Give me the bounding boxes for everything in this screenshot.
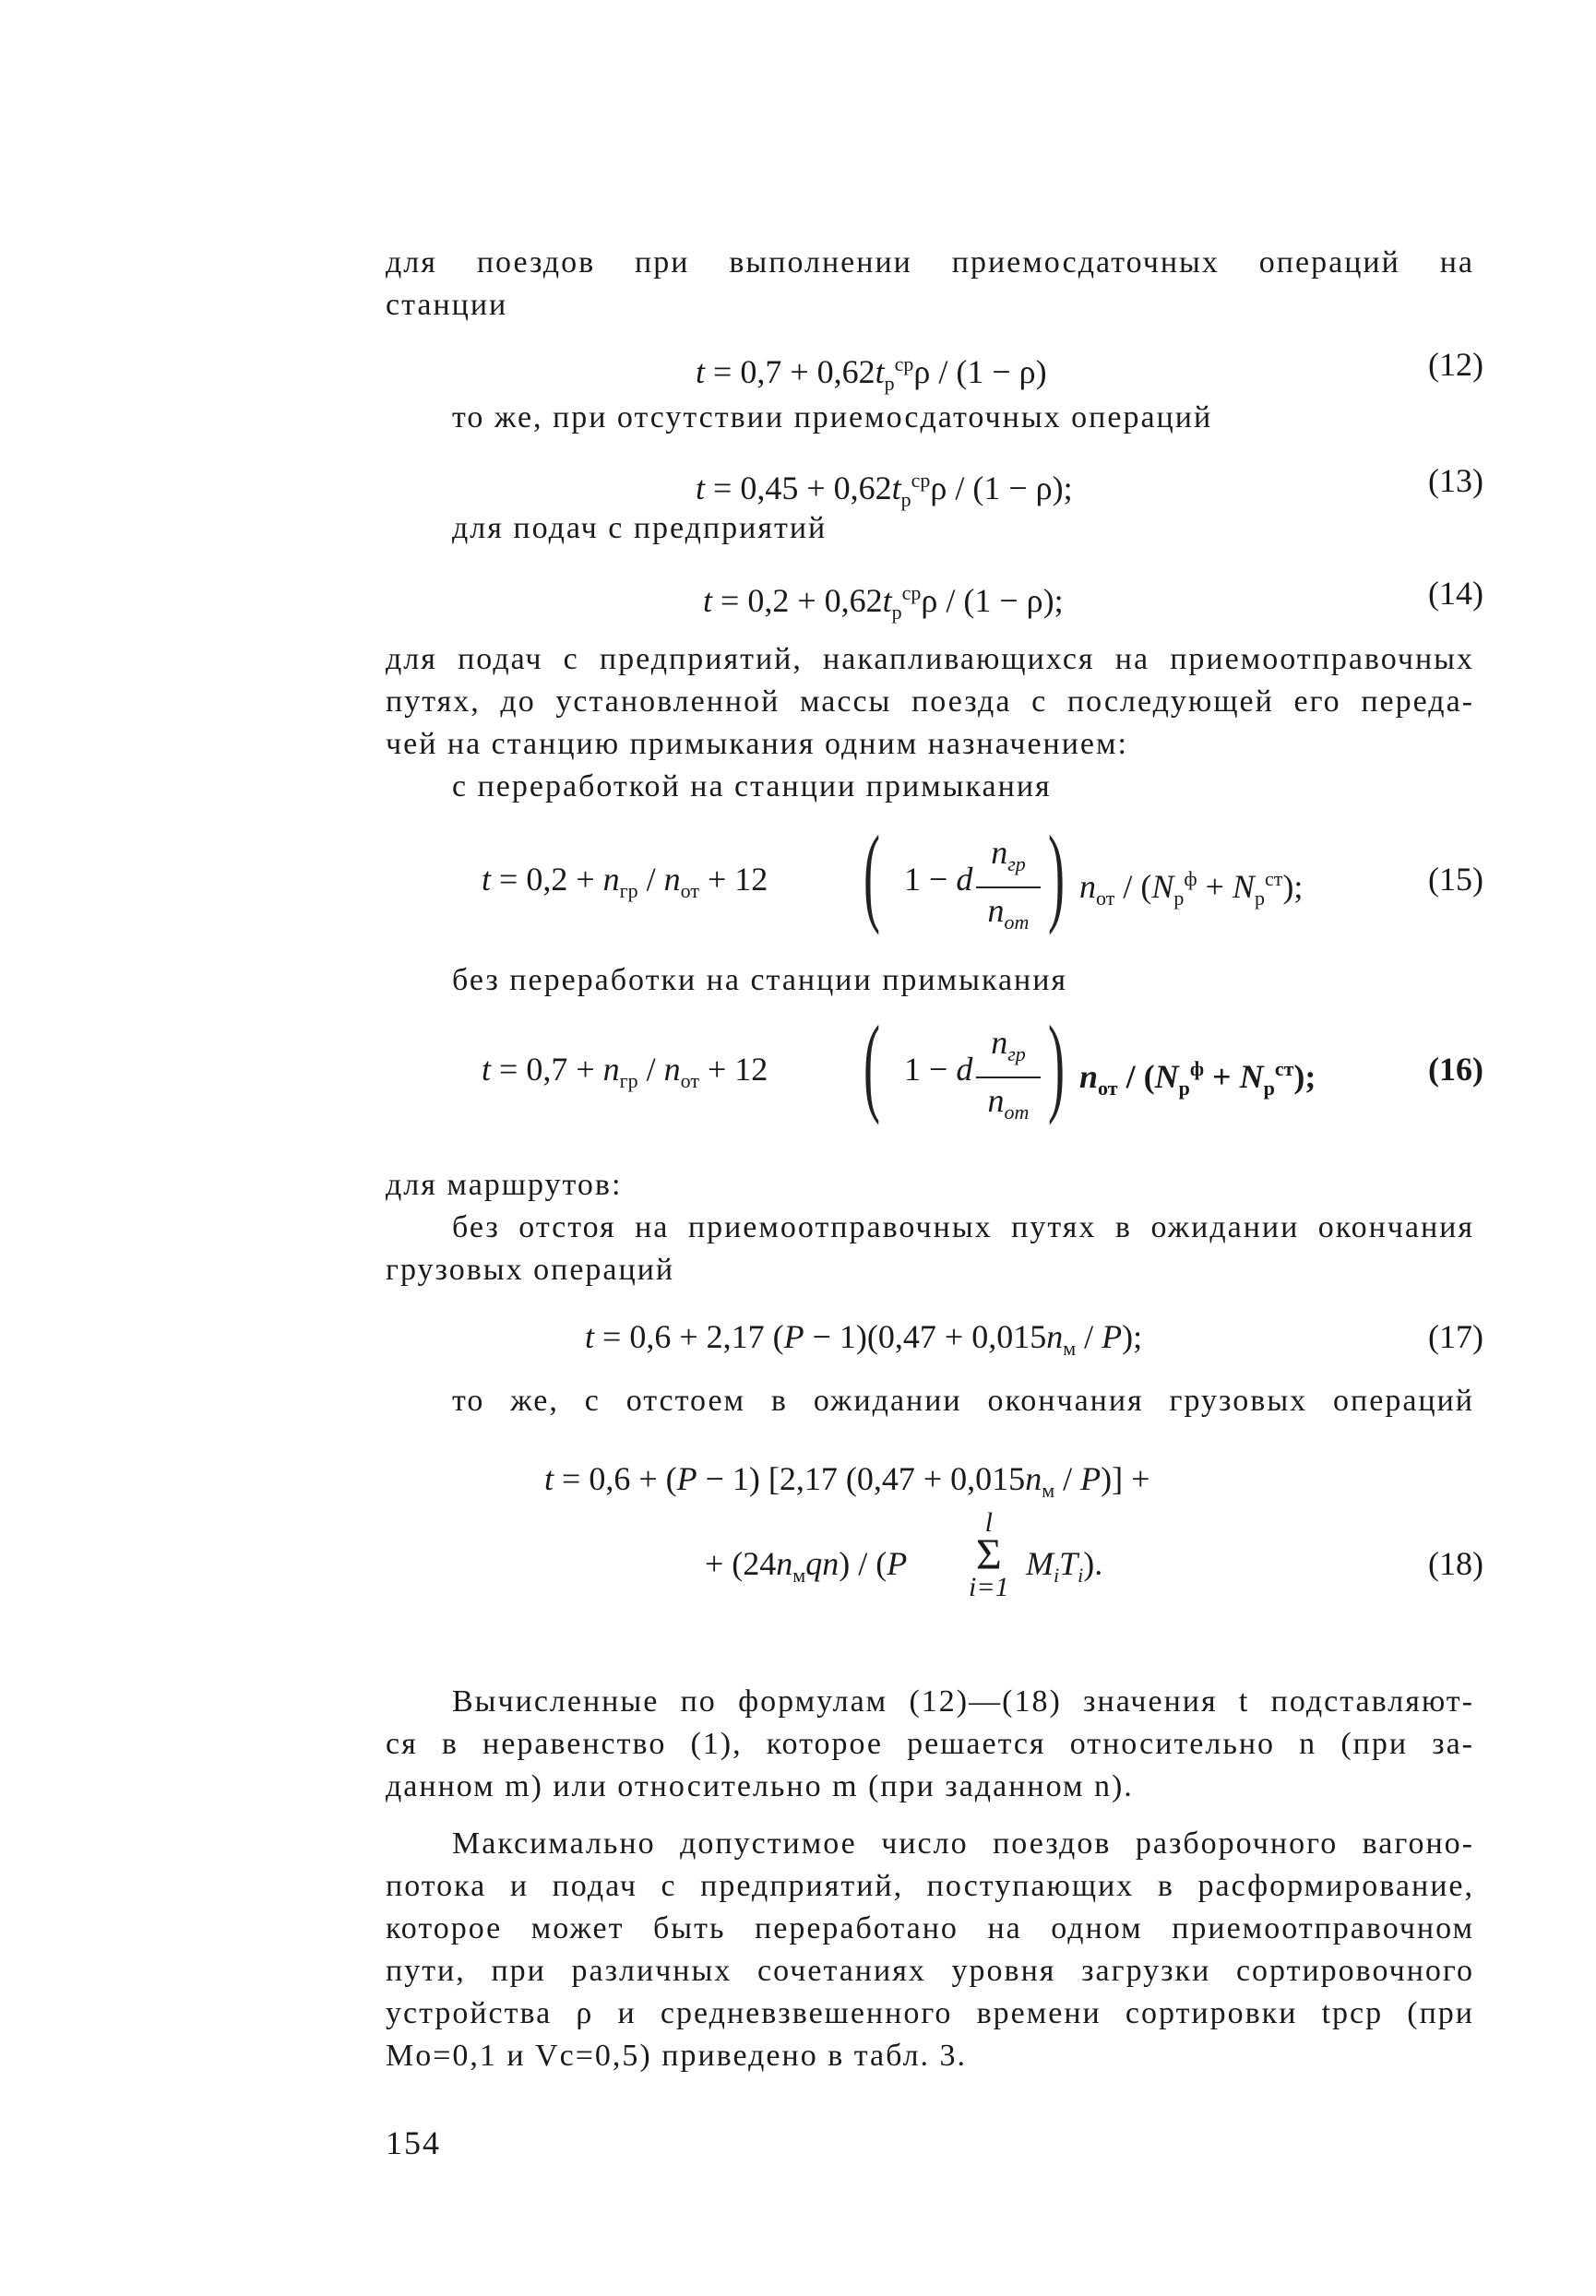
paragraph-1-line-1: Вычисленные по формулам (12)—(18) значения t подставляют- [452,1684,1474,1719]
formula-12: $t = 0,7 + 0,62t_р^{ср}\rho / (1 - \rho)$ [696,352,1047,396]
page-number: 154 [386,2124,441,2161]
fraction-15-bar [976,886,1041,888]
formula-number-16: (16) [1428,1051,1483,1088]
formula-number-14: (14) [1428,575,1483,612]
paragraph-1-line-2: ся в неравенство (1), которое решается относительно n (при за- [386,1727,1474,1761]
summation-upper-limit: l [984,1507,993,1538]
fraction-16 [976,1022,1041,1133]
formula-18-line-2-right: $M_iT_i$). [1026,1545,1103,1588]
text-line-4: для подач с предприятий [452,511,828,545]
paragraph-2-line-3: которое может быть переработано на одном приемоотправочном [386,1911,1474,1945]
formula-15-left: $t = 0,2 + n_{гр} / n_{от} + 12$ [482,861,768,903]
formula-number-13: (13) [1428,462,1483,499]
formula-14: $t = 0,2 + 0,62t_р^{ср}\rho / (1 - \rho)$; [703,581,1064,625]
formula-number-17: (17) [1428,1318,1483,1355]
text-line-1: для поездов при выполнении приемосдаточных операций на [386,245,1474,280]
formula-16-right: $n_{от} / (N_р^ф + N_р^{ст})$; [1079,1057,1316,1100]
summation-18 [969,1509,1009,1601]
text-line-8: с переработкой на станции примыкания [452,769,1052,803]
summation-sigma: Σ [975,1530,1002,1579]
text-line-6: путях, до установленной массы поезда с последующей его переда- [386,684,1474,719]
paragraph-2-line-6: Mо=0,1 и Vс=0,5) приведено в табл. 3. [386,2039,968,2073]
text-line-2: станции [386,288,508,322]
paragraph-2-line-5: устройства ρ и средневзвешенного времени сортировки tрср (при [386,1996,1474,2030]
formula-18-line-1: t = 0,6 + (P − 1) [2,17 $(0,47 + 0,015n_м / P)$] + [544,1460,1150,1503]
formula-15-right: $n_{от} / (N_р^ф + N_р^{ст})$; [1079,867,1304,910]
fraction-15-numerator: $n_{гр}$ [991,834,1026,876]
fraction-16-denominator: $n_{от}$ [987,1082,1030,1124]
formula-18-line-2-left: + $(24n_мqn) / (P$ [705,1545,908,1588]
text-line-11: без отстоя на приемоотправочных путях в ожидании окончания [452,1210,1474,1244]
formula-16-one-minus-d: 1 − d [904,1051,973,1088]
formula-number-18: (18) [1428,1545,1483,1582]
text-line-10: для маршрутов: [386,1168,623,1202]
formula-number-12: (12) [1428,346,1483,383]
formula-number-15: (15) [1428,861,1483,898]
paragraph-2-line-1: Максимально допустимое число поездов разборочного вагоно- [452,1826,1474,1861]
fraction-16-bar [976,1077,1041,1078]
text-line-12: грузовых операций [386,1253,675,1287]
fraction-15 [976,832,1041,943]
right-paren-15: ) [1048,813,1065,935]
fraction-15-denominator: $n_{от}$ [987,892,1030,934]
right-paren-16: ) [1048,1003,1065,1125]
paragraph-1-line-3: данном m) или относительно m (при заданном n). [386,1769,1134,1803]
fraction-16-numerator: $n_{гр}$ [991,1024,1026,1066]
summation-lower-limit: i=1 [969,1572,1009,1602]
text-line-5: для подач с предприятий, накапливающихся на приемоотправочных [386,642,1474,676]
formula-16-left: $t = 0,7 + n_{гр} / n_{от} + 12$ [482,1051,768,1093]
text-line-7: чей на станцию примыкания одним назначением: [386,727,1128,761]
text-line-13: то же, с отстоем в ожидании окончания грузовых операций [452,1384,1474,1418]
text-line-3: то же, при отсутствии приемосдаточных операций [452,400,1213,434]
paragraph-2-line-4: пути, при различных сочетаниях уровня загрузки сортировочного [386,1954,1474,1988]
formula-17: t = 0,6 + 2,17 $(P - 1)(0,47 + 0,015n_м / P)$; [585,1318,1143,1361]
paragraph-2-line-2: потока и подач с предприятий, поступающих в расформирование, [386,1869,1474,1903]
formula-13: $t = 0,45 + 0,62t_р^{ср}\rho / (1 - \rho)$; [696,469,1073,512]
left-paren-15: ( [864,813,880,935]
text-line-9: без переработки на станции примыкания [452,963,1068,997]
left-paren-16: ( [864,1003,880,1125]
formula-15-one-minus-d: 1 − d [904,861,973,898]
